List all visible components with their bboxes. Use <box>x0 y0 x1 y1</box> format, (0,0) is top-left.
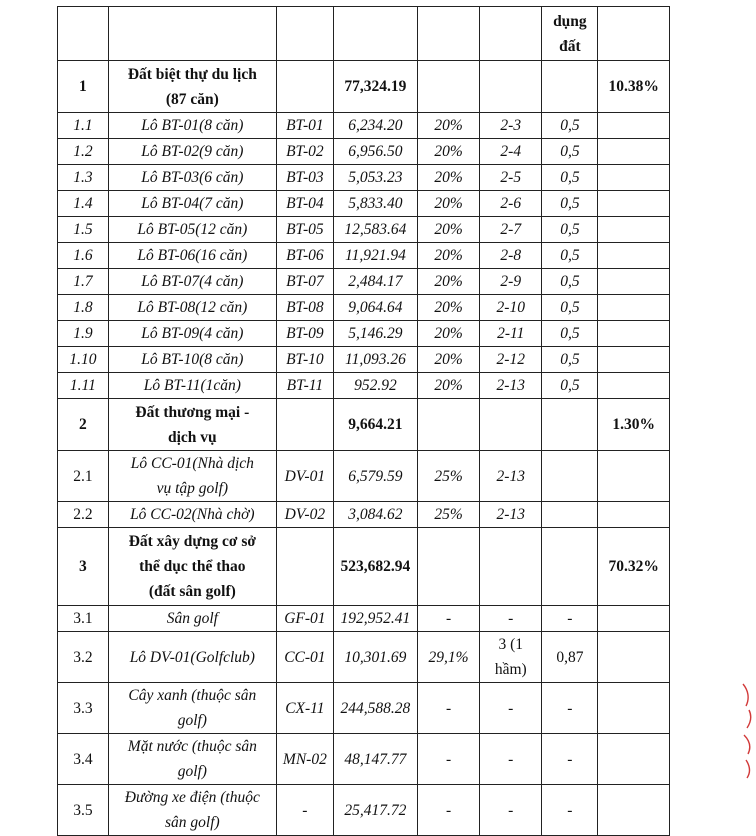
table-row: 3.1 Sân golf GF-01 192,952.41 - - - <box>58 606 670 632</box>
table-row: 3.3 Cây xanh (thuộc sân golf) CX-11 244,588.28 - - - <box>58 683 670 734</box>
group-share: 10.38% <box>598 61 670 113</box>
table-row: 1.2 Lô BT-02(9 căn) BT-02 6,956.50 20% 2-4 0,5 <box>58 139 670 165</box>
group-area: 77,324.19 <box>333 61 417 113</box>
table-row: 3.2 Lô DV-01(Golfclub) CC-01 10,301.69 29,1% 3 (1 hầm) 0,87 <box>58 632 670 683</box>
table-row: 1.6 Lô BT-06(16 căn) BT-06 11,921.94 20% 2-8 0,5 <box>58 243 670 269</box>
group-area: 523,682.94 <box>333 528 417 606</box>
table-row: 1.5 Lô BT-05(12 căn) BT-05 12,583.64 20% 2-7 0,5 <box>58 217 670 243</box>
seal-fragment <box>740 680 754 780</box>
table-row: 1.4 Lô BT-04(7 căn) BT-04 5,833.40 20% 2-6 0,5 <box>58 191 670 217</box>
group-index: 1 <box>58 61 109 113</box>
table-row: 1.1 Lô BT-01(8 căn) BT-01 6,234.20 20% 2-3 0,5 <box>58 113 670 139</box>
table-row: 1.8 Lô BT-08(12 căn) BT-08 9,064.64 20% 2-10 0,5 <box>58 295 670 321</box>
header-land-use-coef: dụng đất <box>542 7 598 61</box>
table-row: 1.10 Lô BT-10(8 căn) BT-10 11,093.26 20% 2-12 0,5 <box>58 347 670 373</box>
group-index: 3 <box>58 528 109 606</box>
group-row <box>58 61 670 113</box>
group-area: 9,664.21 <box>333 399 417 451</box>
group-index: 2 <box>58 399 109 451</box>
land-use-table <box>57 6 670 836</box>
table-row: 1.9 Lô BT-09(4 căn) BT-09 5,146.29 20% 2-11 0,5 <box>58 321 670 347</box>
table-row: 2.1 Lô CC-01(Nhà dịch vụ tập golf) DV-01 6,579.59 25% 2-13 <box>58 451 670 502</box>
table-row: 1.7 Lô BT-07(4 căn) BT-07 2,484.17 20% 2-9 0,5 <box>58 269 670 295</box>
group-name: Đất thương mại - dịch vụ <box>108 399 276 451</box>
table-row: 3.4 Mặt nước (thuộc sân golf) MN-02 48,147.77 - - - <box>58 734 670 785</box>
table-row: 3.5 Đường xe điện (thuộc sân golf) - 25,417.72 - - - <box>58 785 670 836</box>
table-row: 1.3 Lô BT-03(6 căn) BT-03 5,053.23 20% 2-5 0,5 <box>58 165 670 191</box>
table-header-row <box>58 7 670 61</box>
group-share: 1.30% <box>598 399 670 451</box>
group-name: Đất xây dựng cơ sở thể dục thể thao (đất sân golf) <box>108 528 276 606</box>
group-row <box>58 399 670 451</box>
group-share: 70.32% <box>598 528 670 606</box>
table-row: 2.2 Lô CC-02(Nhà chờ) DV-02 3,084.62 25% 2-13 <box>58 502 670 528</box>
group-name: Đất biệt thự du lịch (87 căn) <box>108 61 276 113</box>
table-row: 1.11 Lô BT-11(1căn) BT-11 952.92 20% 2-13 0,5 <box>58 373 670 399</box>
group-row <box>58 528 670 606</box>
